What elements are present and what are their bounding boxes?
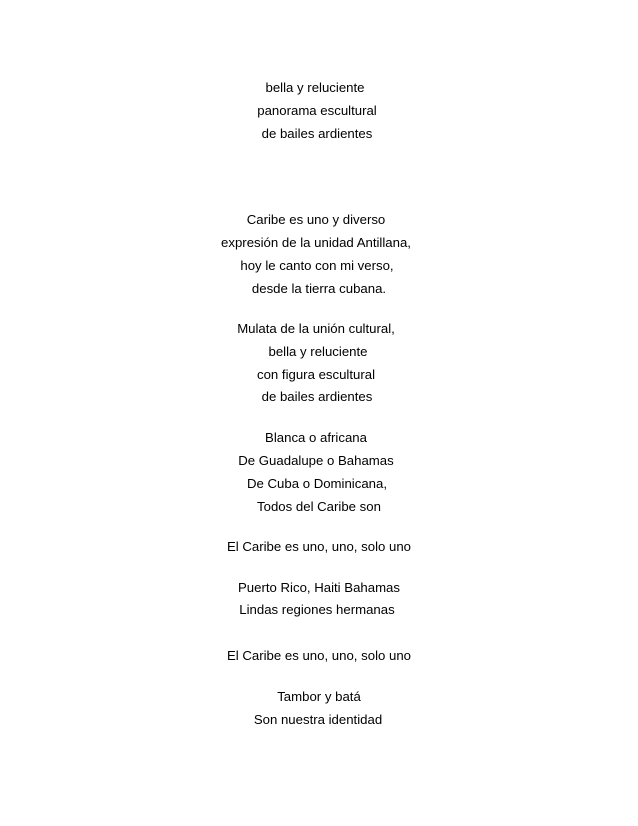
poem-line: Blanca o africana: [265, 430, 367, 445]
poem-line: desde la tierra cubana.: [251, 281, 387, 296]
poem-line: de bailes ardientes: [261, 126, 373, 141]
poem-line: Puerto Rico, Haiti Bahamas: [238, 580, 400, 595]
poem-line: bella y reluciente: [268, 344, 368, 359]
poem-line: Tambor y batá: [277, 689, 361, 704]
poem-line: Lindas regiones hermanas: [239, 602, 395, 617]
poem-line: hoy le canto con mi verso,: [240, 258, 394, 273]
poem-line: con figura escultural: [256, 367, 376, 382]
poem-line: panorama escultural: [257, 103, 377, 118]
poem-line: Mulata de la unión cultural,: [237, 321, 395, 336]
poem-line: expresión de la unidad Antillana,: [221, 235, 411, 250]
poem-line: El Caribe es uno, uno, solo uno: [226, 539, 411, 554]
poem-line: Todos del Caribe son: [257, 499, 381, 514]
poem-line: de bailes ardientes: [261, 389, 373, 404]
poem-line: Caribe es uno y diverso: [246, 212, 386, 227]
poem-line: El Caribe es uno, uno, solo uno: [226, 648, 411, 663]
poem-line: De Cuba o Dominicana,: [246, 476, 387, 491]
poem-line: bella y reluciente: [265, 80, 365, 95]
poem-line: Son nuestra identidad: [253, 712, 383, 727]
poem-line: De Guadalupe o Bahamas: [238, 453, 394, 468]
